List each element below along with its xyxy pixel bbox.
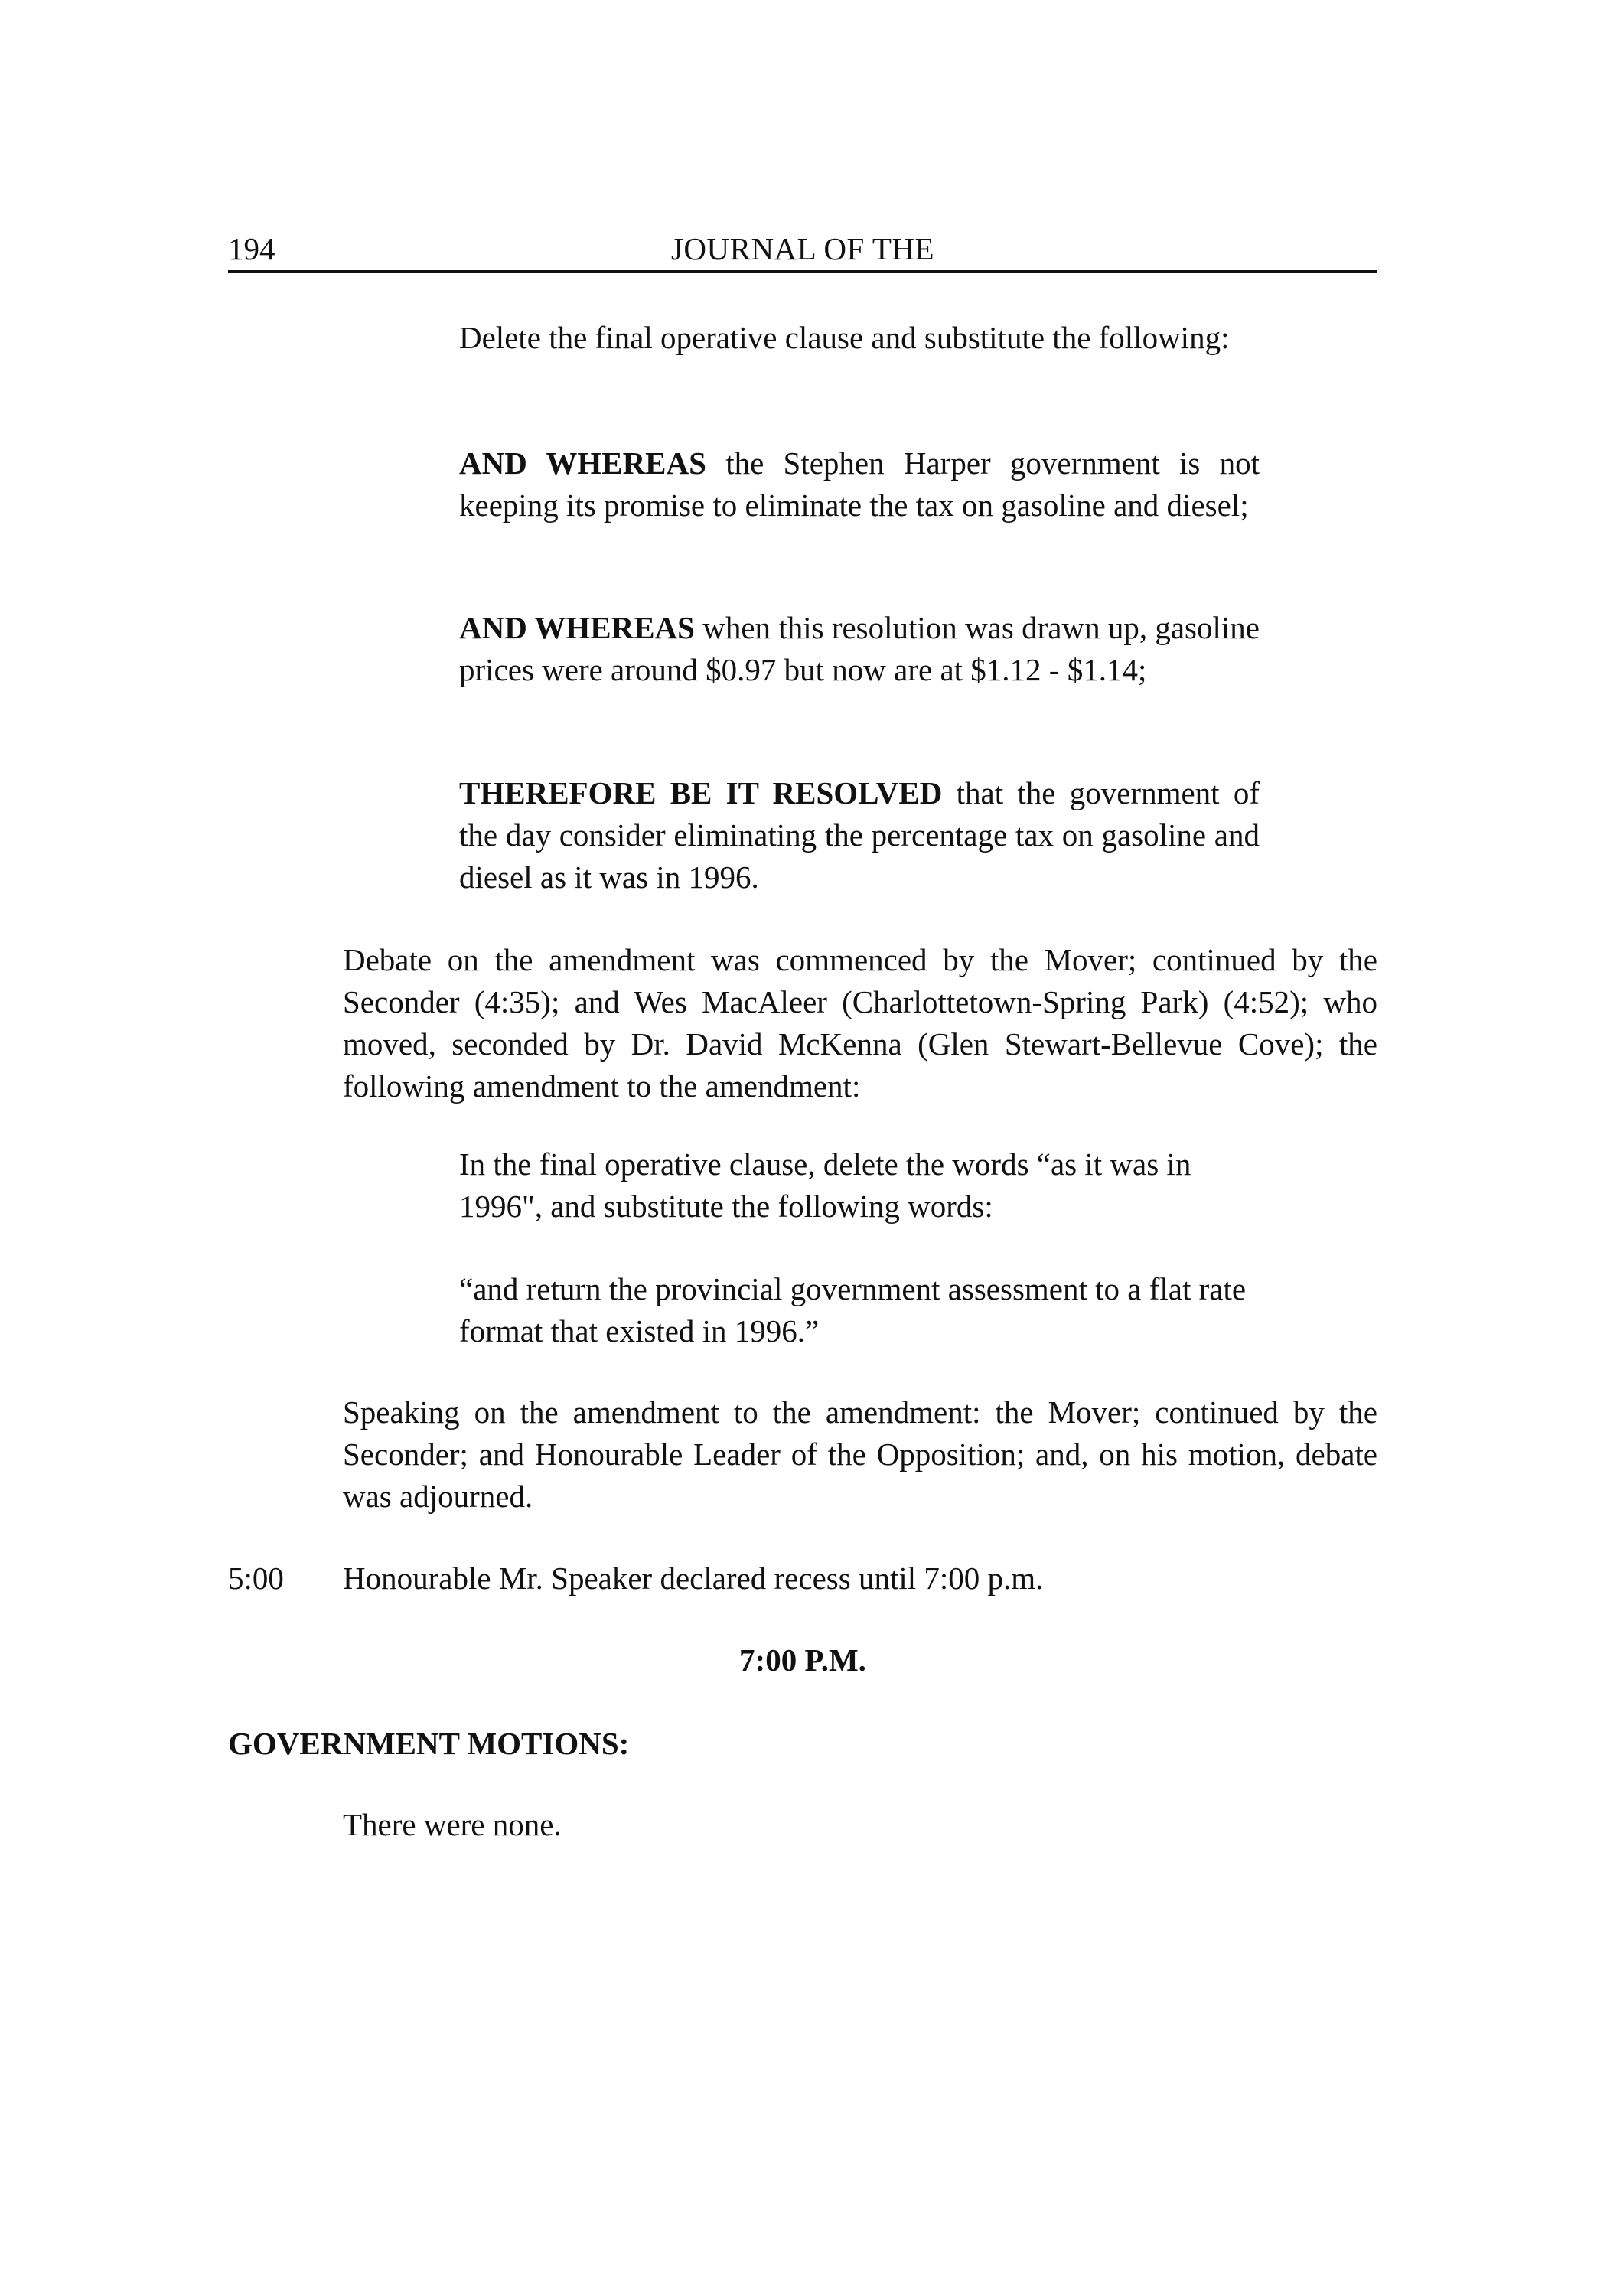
evening-heading: 7:00 P.M. <box>739 1642 866 1678</box>
speaking-text: Speaking on the amendment to the amendment: the Mover; continued by the Seconder; and Honourable Leader of the Opposition; and, on his motion, debate was adjourned. <box>343 1394 1377 1514</box>
recess-time: 5:00 <box>228 1561 284 1596</box>
page-header <box>228 227 1377 273</box>
subamendment-line-1 <box>459 1143 1260 1228</box>
whereas-clause-2 <box>459 607 1260 691</box>
debate-text: Debate on the amendment was commenced by the Mover; continued by the Seconder (4:35); and Wes MacAleer (Charlottetown-Spring Park) (4:52); who moved, seconded by Dr. David McKenna (Glen Stewart-Bellevue Cove); the following amendment to the amendment: <box>343 942 1377 1104</box>
subamendment-line-2 <box>459 1268 1260 1352</box>
government-motions-heading: GOVERNMENT MOTIONS: <box>228 1726 630 1761</box>
whereas-2-text: when this resolution was drawn up, gasoline prices were around $0.97 but now are at $1.12 - $1.14; <box>459 610 1260 687</box>
resolved-lead: THEREFORE BE IT RESOLVED <box>459 775 943 810</box>
speaking-paragraph <box>343 1391 1377 1518</box>
government-motions-text: There were none. <box>343 1807 562 1842</box>
subamendment-text-1: In the final operative clause, delete the words “as it was in 1996", and substitute the following words: <box>459 1146 1191 1224</box>
subamendment-text-2: “and return the provincial government assessment to a flat rate format that existed in 1996.” <box>459 1271 1247 1349</box>
whereas-1-lead: AND WHEREAS <box>459 445 706 481</box>
whereas-1-text: the Stephen Harper government is not keeping its promise to eliminate the tax on gasoline and diesel; <box>459 445 1260 523</box>
amendment-intro <box>459 317 1260 359</box>
page-number: 194 <box>228 231 275 266</box>
resolved-clause <box>459 772 1260 899</box>
amendment-intro-text: Delete the final operative clause and substitute the following: <box>459 320 1230 355</box>
debate-paragraph <box>343 939 1377 1107</box>
recess-text: Honourable Mr. Speaker declared recess until 7:00 p.m. <box>343 1561 1044 1596</box>
resolved-text: that the government of the day consider eliminating the percentage tax on gasoline and diesel as it was in 1996. <box>459 775 1260 895</box>
whereas-2-lead: AND WHEREAS <box>459 610 695 645</box>
whereas-clause-1 <box>459 442 1260 527</box>
running-head: JOURNAL OF THE <box>670 231 935 266</box>
